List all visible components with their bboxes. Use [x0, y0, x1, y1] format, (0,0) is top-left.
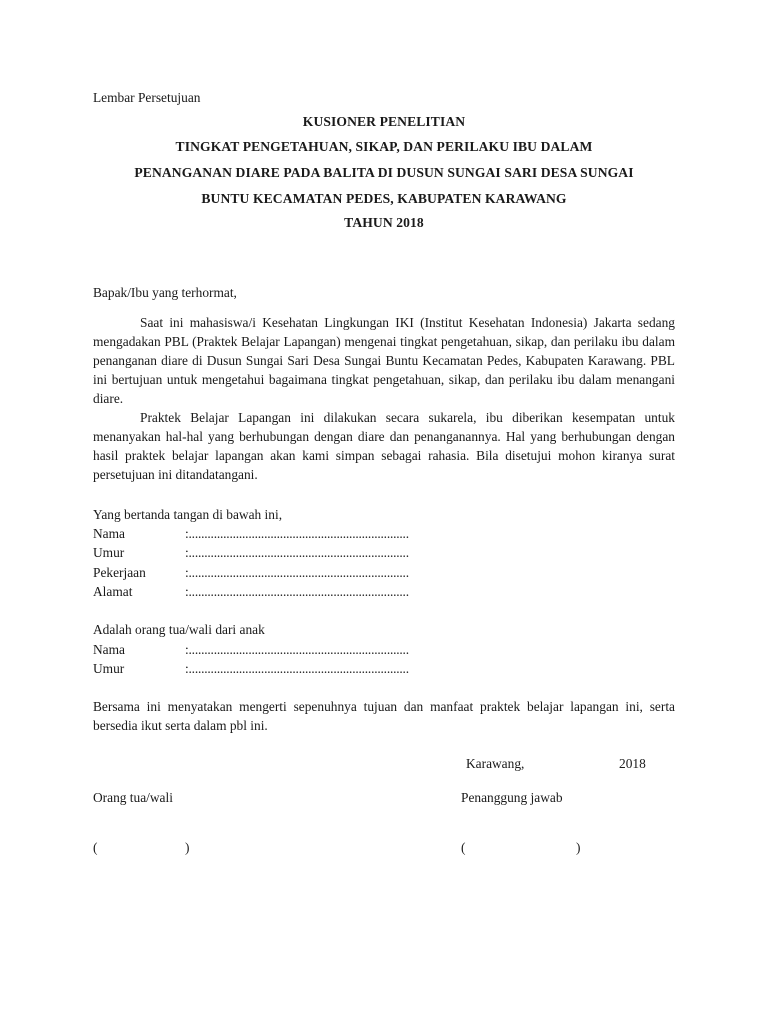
document-label: Lembar Persetujuan: [93, 90, 201, 105]
title-line-5: TAHUN 2018: [344, 215, 424, 230]
form1-nama-label: Nama: [93, 526, 125, 541]
signature-left-close-paren: ): [185, 840, 190, 855]
signature-right-open-paren: (: [461, 840, 466, 855]
form2-nama-field[interactable]: :......................................................................: [185, 642, 409, 657]
greeting: Bapak/Ibu yang terhormat,: [93, 285, 237, 300]
title-line-3: PENANGANAN DIARE PADA BALITA DI DUSUN SUNGAI SARI DESA SUNGAI: [134, 165, 634, 180]
title-line-1: KUSIONER PENELITIAN: [302, 114, 466, 129]
form1-alamat-label: Alamat: [93, 584, 133, 599]
paragraph-1: Saat ini mahasiswa/i Kesehatan Lingkungan IKI (Institut Kesehatan Indonesia) Jakarta sedang mengadakan PBL (Praktek Belajar Lapangan) mengenai tingkat pengetahuan, sikap, dan perilaku ibu dalam penanganan diare di Dusun Sungai Sari Desa Sungai Buntu Kecamatan Pedes, Kabupaten Karawang. PBL ini bertujuan untuk mengetahui bagaimana tingkat pengetahuan, sikap, dan perilaku ibu dalam menangani diare.: [93, 315, 675, 406]
signature-year: 2018: [619, 756, 646, 771]
form1-pekerjaan-field[interactable]: :......................................................................: [185, 565, 409, 580]
form1-umur-field[interactable]: :......................................................................: [185, 545, 409, 560]
signature-right-close-paren: ): [576, 840, 581, 855]
signature-right-role: Penanggung jawab: [461, 790, 563, 805]
form1-pekerjaan-label: Pekerjaan: [93, 565, 146, 580]
title-line-2: TINGKAT PENGETAHUAN, SIKAP, DAN PERILAKU IBU DALAM: [175, 139, 593, 154]
signature-place: Karawang,: [466, 756, 525, 771]
form2-umur-label: Umur: [93, 661, 125, 676]
signature-left-role: Orang tua/wali: [93, 790, 173, 805]
form1-nama-field[interactable]: :......................................................................: [185, 526, 409, 541]
statement: Bersama ini menyatakan mengerti sepenuhnya tujuan dan manfaat praktek belajar lapangan ini, serta bersedia ikut serta dalam pbl ini.: [93, 699, 675, 733]
form1-intro: Yang bertanda tangan di bawah ini,: [93, 507, 283, 522]
signature-left-open-paren: (: [93, 840, 98, 855]
form2-umur-field[interactable]: :......................................................................: [185, 661, 409, 676]
form2-intro: Adalah orang tua/wali dari anak: [93, 622, 265, 637]
body-paragraphs: [93, 313, 675, 484]
form1-alamat-field[interactable]: :......................................................................: [185, 584, 409, 599]
form1-umur-label: Umur: [93, 545, 125, 560]
form2-nama-label: Nama: [93, 642, 125, 657]
title-line-4: BUNTU KECAMATAN PEDES, KABUPATEN KARAWANG: [201, 191, 567, 206]
paragraph-2: Praktek Belajar Lapangan ini dilakukan secara sukarela, ibu diberikan kesempatan untuk menanyakan hal-hal yang berhubungan dengan diare dan penanganannya. Hal yang berhubungan dengan hasil praktek belajar lapangan akan kami simpan sebagai rahasia. Bila disetujui mohon kiranya surat persetujuan ini ditandatangani.: [93, 410, 675, 482]
